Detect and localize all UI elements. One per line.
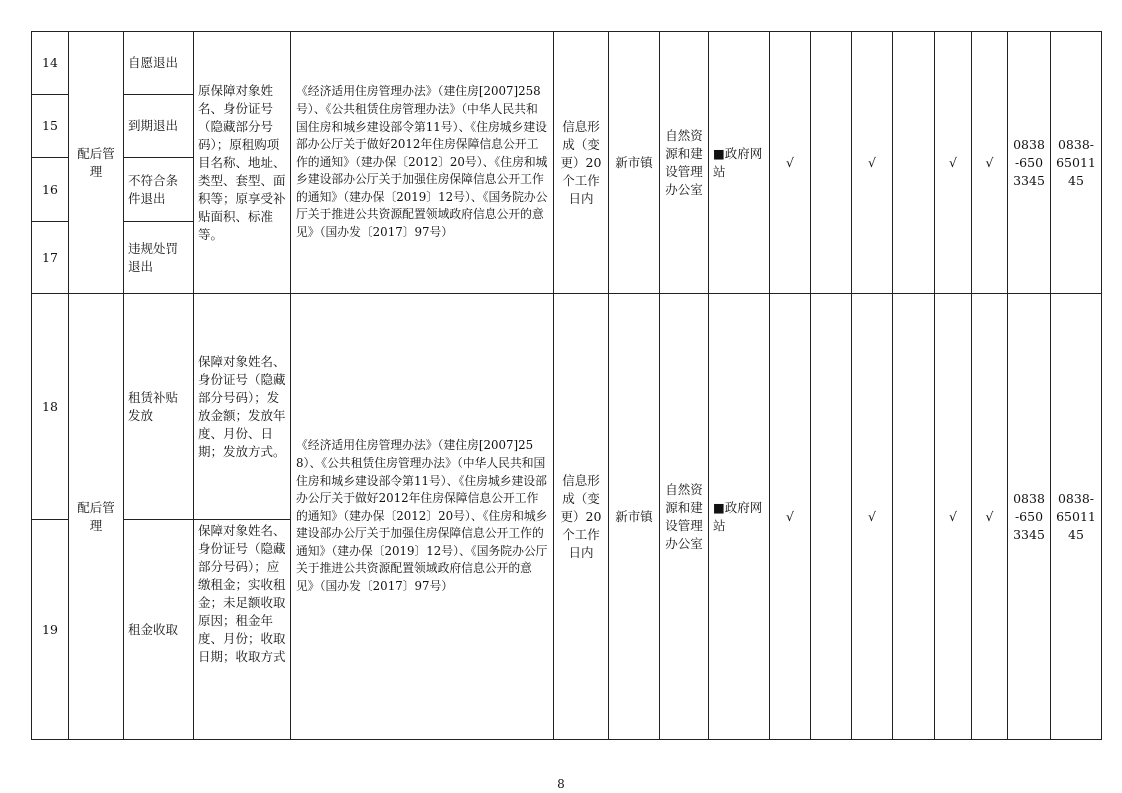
check-cell: √ xyxy=(770,294,811,740)
check-cell: √ xyxy=(770,32,811,294)
row-number: 17 xyxy=(32,222,69,294)
content-cell: 原保障对象姓名、身份证号（隐藏部分号码）；原租购项目名称、地址、类型、套型、面积等；原享受补贴面积、标准等。 xyxy=(194,32,291,294)
table-row xyxy=(32,294,1102,520)
check-cell: √ xyxy=(972,32,1008,294)
phone-cell: 0838-6503345 xyxy=(1008,32,1051,294)
row-number: 18 xyxy=(32,294,69,520)
department-cell: 自然资源和建设管理办公室 xyxy=(660,32,709,294)
time-limit-cell: 信息形成（变更）20个工作日内 xyxy=(554,32,609,294)
check-cell xyxy=(893,32,935,294)
content-cell: 保障对象姓名、身份证号（隐藏部分号码）；应缴租金；实收租金；未足额收取原因；租金年度、月份；收取日期；收取方式 xyxy=(194,520,291,740)
subcategory-cell: 租金收取 xyxy=(124,520,194,740)
subcategory-cell: 不符合条件退出 xyxy=(124,158,194,222)
subcategory-cell: 自愿退出 xyxy=(124,32,194,95)
row-number: 14 xyxy=(32,32,69,95)
check-cell xyxy=(811,294,852,740)
check-cell: √ xyxy=(852,294,893,740)
phone-cell: 0838-6501145 xyxy=(1051,294,1102,740)
subcategory-cell: 到期退出 xyxy=(124,95,194,158)
subcategory-cell: 租赁补贴发放 xyxy=(124,294,194,520)
subject-cell: 新市镇 xyxy=(609,32,660,294)
category-cell: 配后管理 xyxy=(69,32,124,294)
basis-cell: 《经济适用住房管理办法》（建住房[2007]258号）、《公共租赁住房管理办法》（中华人民共和国住房和城乡建设部令第11号）、《住房城乡建设部办公厅关于做好2012年住房保障信息公开工作的通知》（建办保〔2012〕20号）、《住房和城乡建设部办公厅关于加强住房保障信息公开工作的通知》（建办保〔2019〕12号）、《国务院办公厅关于推进公共资源配置领域政府信息公开的意见》（国办发〔2017〕97号） xyxy=(291,32,554,294)
time-limit-cell: 信息形成（变更）20个工作日内 xyxy=(554,294,609,740)
check-cell: √ xyxy=(852,32,893,294)
phone-cell: 0838-6501145 xyxy=(1051,32,1102,294)
basis-cell: 《经济适用住房管理办法》（建住房[2007]258）、《公共租赁住房管理办法》（中华人民共和国住房和城乡建设部令第11号）、《住房城乡建设部办公厅关于做好2012年住房保障信息公开工作的通知》（建办保〔2012〕20号）、《住房和城乡建设部办公厅关于加强住房保障信息公开工作的通知》（建办保〔2019〕12号）、《国务院办公厅关于推进公共资源配置领域政府信息公开的意见》（国办发〔2017〕97号） xyxy=(291,294,554,740)
table-row xyxy=(32,32,1102,95)
subject-cell: 新市镇 xyxy=(609,294,660,740)
category-cell: 配后管理 xyxy=(69,294,124,740)
department-cell: 自然资源和建设管理办公室 xyxy=(660,294,709,740)
check-cell: √ xyxy=(972,294,1008,740)
phone-cell: 0838-6503345 xyxy=(1008,294,1051,740)
disclosure-table xyxy=(31,31,1102,740)
row-number: 16 xyxy=(32,158,69,222)
content-cell: 保障对象姓名、身份证号（隐藏部分号码）；发放金额；发放年度、月份、日期；发放方式。 xyxy=(194,294,291,520)
check-cell xyxy=(811,32,852,294)
check-cell: √ xyxy=(935,294,972,740)
row-number: 15 xyxy=(32,95,69,158)
channel-cell: ■政府网站 xyxy=(709,32,770,294)
channel-cell: ■政府网站 xyxy=(709,294,770,740)
check-cell: √ xyxy=(935,32,972,294)
page-number: 8 xyxy=(557,777,565,791)
check-cell xyxy=(893,294,935,740)
row-number: 19 xyxy=(32,520,69,740)
subcategory-cell: 违规处罚退出 xyxy=(124,222,194,294)
